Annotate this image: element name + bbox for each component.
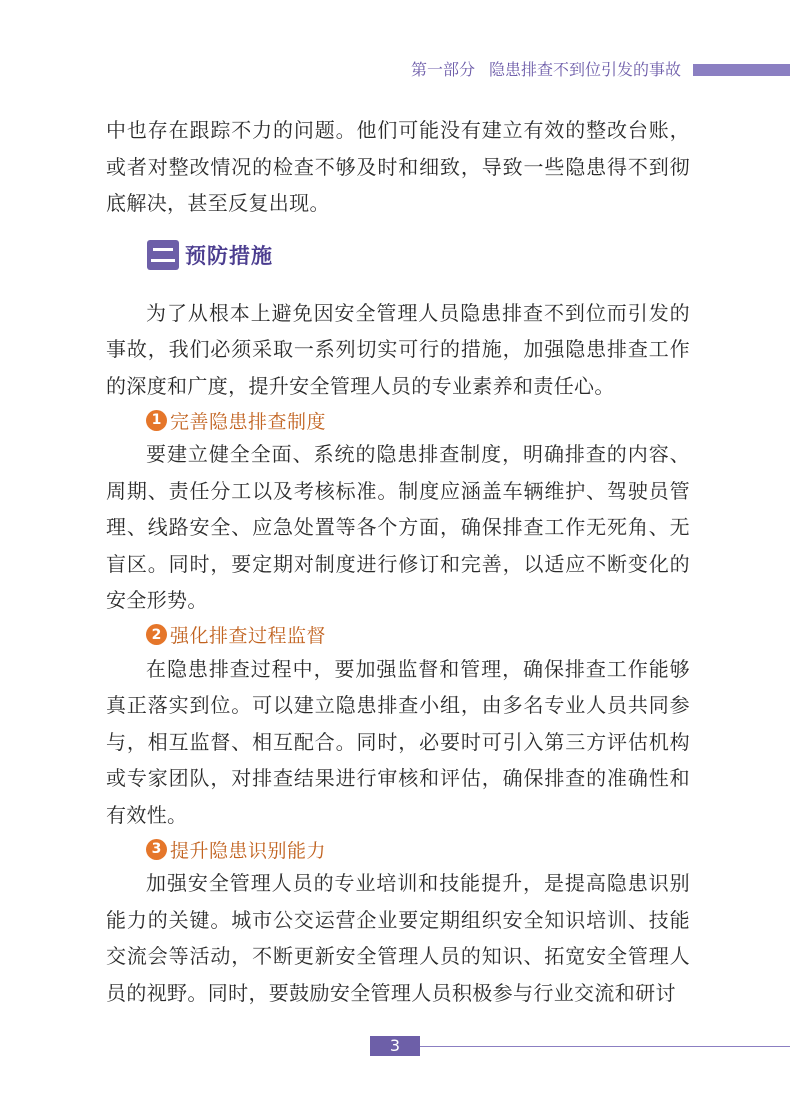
subsection-heading-3 [146,833,690,865]
subsection-text-3: 加强安全管理人员的专业培训和技能提升，是提高隐患识别能力的关键。城市公交运营企业要定期组织安全知识培训、技能交流会等活动，不断更新安全管理人员的知识、拓宽安全管理人员的视野。同时，要鼓励安全管理人员积极参与行业交流和研讨 [106,871,690,1005]
section-heading [147,238,273,272]
number-badge-2: 2 [146,624,167,645]
intro-paragraph: 中也存在跟踪不力的问题。他们可能没有建立有效的整改台账，或者对整改情况的检查不够及时和细致，导致一些隐患得不到彻底解决，甚至反复出现。 [106,118,690,215]
section-intro-paragraph: 为了从根本上避免因安全管理人员隐患排查不到位而引发的事故，我们必须采取一系列切实可行的措施，加强隐患排查工作的深度和广度，提升安全管理人员的专业素养和责任心。 [106,300,690,398]
subsection-heading-1 [146,404,690,436]
subsection-text-2: 在隐患排查过程中，要加强监督和管理，确保排查工作能够真正落实到位。可以建立隐患排查小组，由多名专业人员共同参与，相互监督、相互配合。同时，必要时可引入第三方评估机构或专家团队，对排查结果进行审核和评估，确保排查的准确性和有效性。 [106,656,690,827]
number-badge-1: 1 [146,410,167,431]
header-text [411,60,681,80]
subsection-title-3: 提升隐患识别能力 [170,839,327,862]
running-header [395,60,790,80]
header-bar [693,64,790,76]
footer-rule [420,1046,790,1047]
section-title: 预防措施 [185,244,273,268]
header-chapter: 隐患排查不到位引发的事故 [489,60,682,79]
subsection-title-1: 完善隐患排查制度 [170,410,327,433]
page-number: 3 [370,1036,420,1056]
subsection-text-1: 要建立健全全面、系统的隐患排查制度，明确排查的内容、周期、责任分工以及考核标准。制度应涵盖车辆维护、驾驶员管理、线路安全、应急处置等各个方面，确保排查工作无死角、无盲区。同时，要定期对制度进行修订和完善，以适应不断变化的安全形势。 [106,442,690,612]
subsection-title-2: 强化排查过程监督 [170,625,327,647]
header-part: 第一部分 [411,60,476,79]
section-number-two-icon [147,240,179,270]
number-badge-3: 3 [146,839,167,860]
subsection-heading-2 [146,619,690,651]
